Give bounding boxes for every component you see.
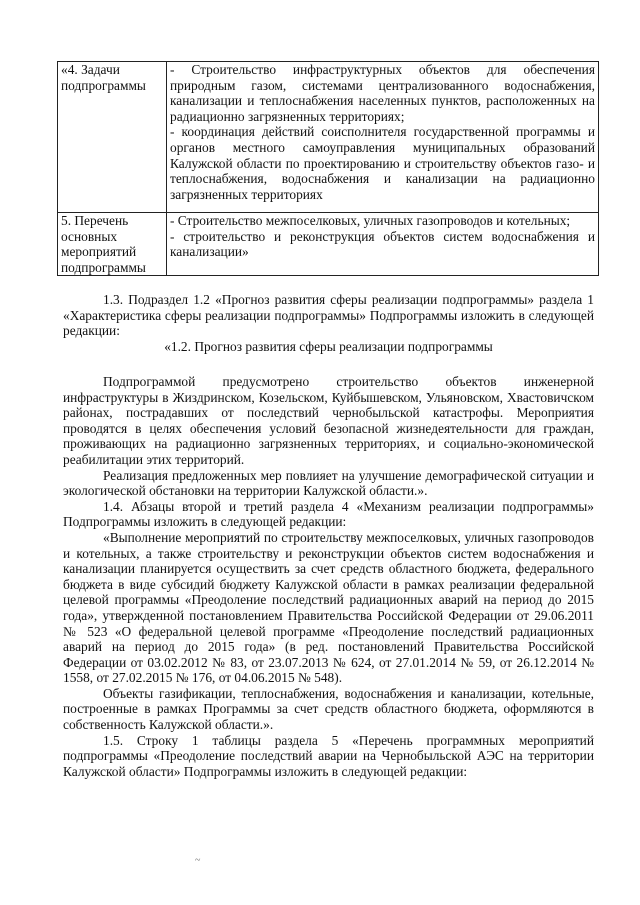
row-label-tasks: «4. Задачи подпрограммы bbox=[58, 62, 167, 213]
paragraph-measures: Реализация предложенных мер повлияет на улучшение демографической ситуации и экологической обстановки на территории Калужской области.». bbox=[63, 467, 594, 499]
paragraph-forecast: Подпрограммой предусмотрено строительство объектов инженерной инфраструктуры в Жиздринском, Козельском, Куйбышевском, Ульяновском, Хвастовичском районах, пострадавших от последствий чернобыльской катастрофы. Мероприятия проводятся в целях обеспечения условий безопасной жизнедеятельности для граждан, проживающих на радиационно загрязненных территориях, и социально-экономической реабилитации этих территорий. bbox=[63, 374, 594, 467]
row-content-activities bbox=[167, 213, 599, 276]
paragraph-mechanism: «Выполнение мероприятий по строительству межпоселковых, уличных газопроводов и котельных, а также строительству и реконструкции объектов систем водоснабжения и канализации планируется осуществить за счет средств областного бюджета, федерального бюджета в виде субсидий бюджету Калужской области в рамках реализации федеральной целевой программы «Преодоление последствий радиационных аварий на период до 2015 года», утвержденной постановлением Правительства Российской Федерации от 29.06.2011 № 523 «О федеральной целевой программе «Преодоление последствий радиационных аварий на период до 2015 года» (в ред. постановлений Правительства Российской Федерации от 03.02.2012 № 83, от 23.07.2013 № 624, от 27.01.2014 № 59, от 26.12.2014 № 1558, от 27.02.2015 № 176, от 04.06.2015 № 548). bbox=[63, 529, 594, 686]
activity-item: - Строительство межпоселковых, уличных газопроводов и котельных; bbox=[170, 213, 571, 228]
row-label-activities: 5. Перечень основных мероприятий подпрограммы bbox=[58, 213, 167, 276]
section-1-3 bbox=[63, 292, 594, 354]
paragraph-1-3: 1.3. Подраздел 1.2 «Прогноз развития сферы реализации подпрограммы» раздела 1 «Характеристика сферы реализации подпрограммы» Подпрограммы изложить в следующей редакции: bbox=[63, 292, 594, 339]
subprogram-passport-table bbox=[57, 61, 599, 276]
row-content-tasks bbox=[167, 62, 599, 213]
activity-item: - строительство и реконструкция объектов систем водоснабжения и канализации» bbox=[170, 228, 595, 260]
paragraph-1-5: 1.5. Строку 1 таблицы раздела 5 «Перечень программных мероприятий подпрограммы «Преодоление последствий аварии на Чернобыльской АЭС на территории Калужской области» Подпрограммы изложить в следующей редакции: bbox=[63, 732, 594, 779]
task-item: - координация действий соисполнителя государственной программы и органов местного самоуправления муниципальных образований Калужской области по проектированию и строительству объектов газо- и теплоснабжения, водоснабжения и канализации на радиационно загрязненных территориях bbox=[170, 124, 595, 202]
table-row bbox=[58, 62, 599, 213]
page-mark: ~ bbox=[195, 855, 201, 866]
paragraph-ownership: Объекты газификации, теплоснабжения, водоснабжения и канализации, котельные, построенные в рамках Программы за счет средств областного бюджета, оформляются в собственность Калужской области.». bbox=[63, 685, 594, 733]
paragraph-1-4: 1.4. Абзацы второй и третий раздела 4 «Механизм реализации подпрограммы» Подпрограммы изложить в следующей редакции: bbox=[63, 498, 594, 530]
subsection-heading: «1.2. Прогноз развития сферы реализации подпрограммы bbox=[164, 338, 493, 354]
task-item: - Строительство инфраструктурных объектов для обеспечения природным газом, системами централизованного водоснабжения, канализации и теплоснабжения населенных пунктов, расположенных на радиационно загрязненных территориях; bbox=[170, 62, 595, 124]
table-row bbox=[58, 213, 599, 276]
main-text bbox=[63, 374, 594, 779]
